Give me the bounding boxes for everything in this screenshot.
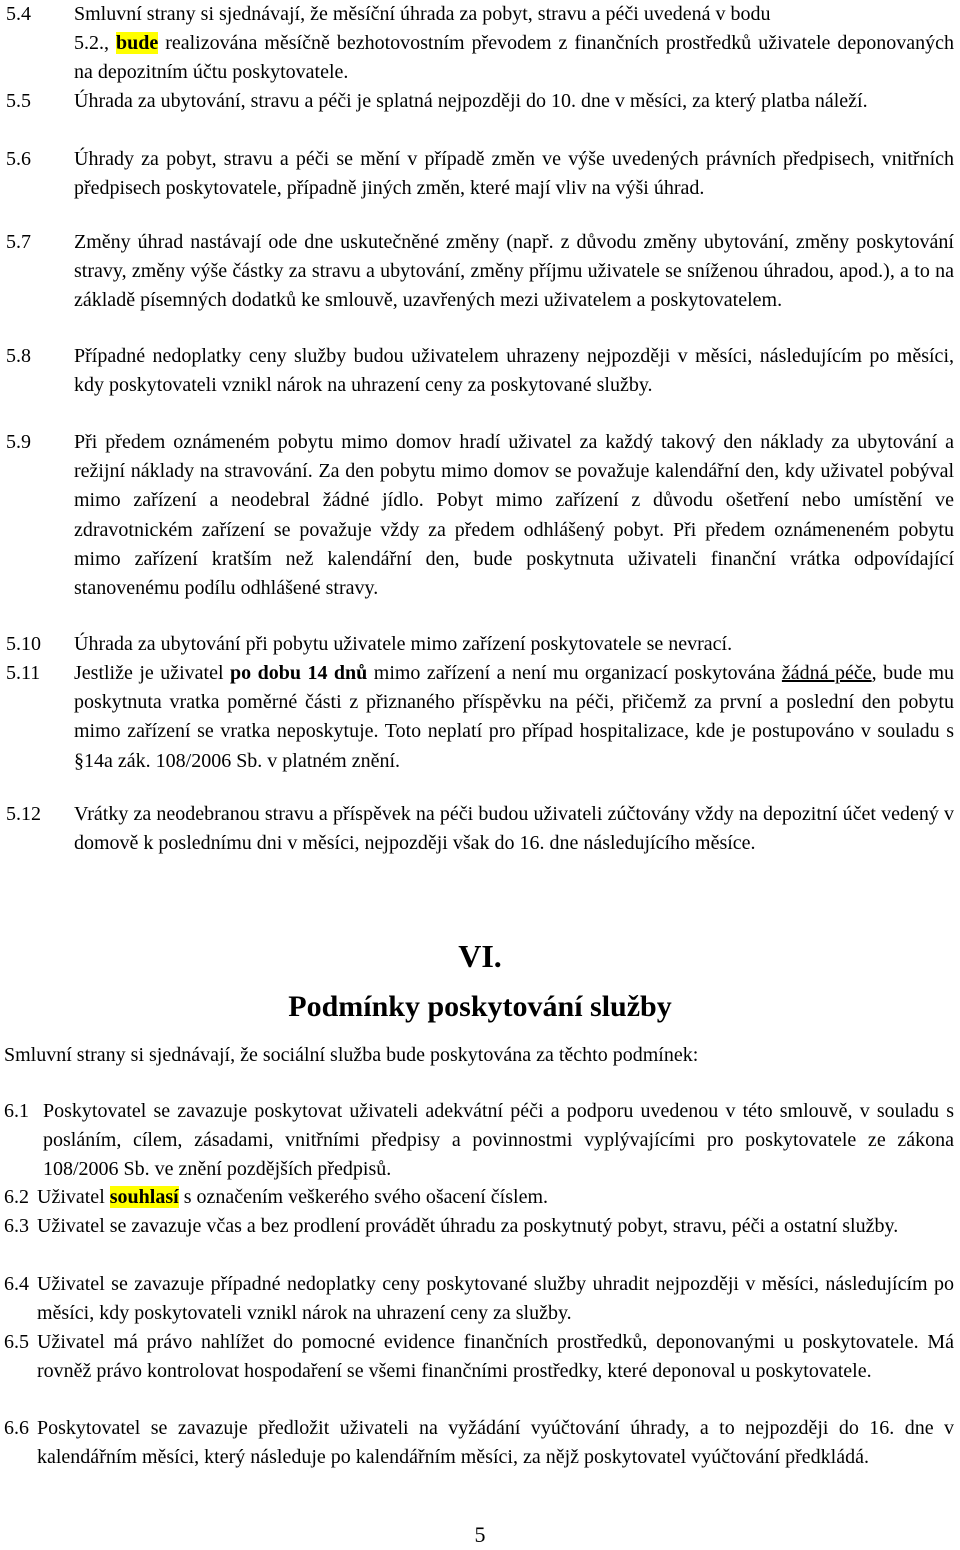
- clause-6-3: [0, 1212, 954, 1241]
- clause-text: Případné nedoplatky ceny služby budou uživatelem uhrazeny nejpozději v měsíci, následujícím po měsíci, kdy poskytovateli vznikl nárok na uhrazení ceny za poskytované služby.: [74, 345, 954, 397]
- section-title: Podmínky poskytování služby: [288, 990, 672, 1023]
- clause-6-4: [0, 1270, 954, 1328]
- clause-number: 5.6: [6, 148, 31, 170]
- clause-text: Změny úhrad nastávají ode dne uskutečněné změny (např. z důvodu změny ubytování, změny poskytování stravy, změny výše částky za stravu a ubytování, změny příjmu uživatele se sníženou úhradou, apod.), a to na základě písemných dodatků ke smlouvě, uzavřených mezi uživatelem a poskytovatelem.: [74, 231, 954, 312]
- clause-text: [37, 1183, 954, 1212]
- bold-phrase: po dobu 14 dnů: [230, 662, 368, 684]
- clause-text: Úhrada za ubytování, stravu a péči je splatná nejpozději do 10. dne v měsíci, za který platba náleží.: [74, 90, 868, 112]
- clause-text: [74, 0, 954, 88]
- section-intro: Smluvní strany si sjednávají, že sociální služba bude poskytována za těchto podmínek:: [4, 1044, 699, 1066]
- clause-text-part: realizována měsíčně bezhotovostním převodem z finančních prostředků uživatele deponovaných na depozitním účtu poskytovatele.: [74, 32, 955, 84]
- clause-text: Poskytovatel se zavazuje poskytovat uživateli adekvátní péči a podporu uvedenou v této smlouvě, v souladu s posláním, cílem, zásadami, vnitřními předpisy a povinnostmi vyplývajícími pro poskytovatele ze zákona 108/2006 Sb. ve znění pozdějších předpisů.: [43, 1100, 954, 1181]
- clause-number: 5.11: [6, 662, 41, 684]
- clause-text: Úhrada za ubytování při pobytu uživatele mimo zařízení poskytovatele se nevrací.: [74, 633, 733, 655]
- clause-6-1: [0, 1097, 954, 1185]
- clause-5-8: [0, 342, 954, 400]
- clause-text: Uživatel se zavazuje včas a bez prodlení provádět úhradu za poskytnutý pobyt, stravu, péči a ostatní služby.: [37, 1215, 899, 1237]
- underlined-phrase: žádná péče: [781, 662, 872, 684]
- highlighted-word: souhlasí: [109, 1186, 179, 1208]
- clause-number: 5.8: [6, 345, 31, 367]
- clause-text-part: Jestliže je uživatel: [74, 662, 231, 684]
- clause-number: 6.1: [4, 1100, 29, 1122]
- clause-number: 6.3: [4, 1215, 29, 1237]
- clause-text-part: s označením veškerého svého ošacení číslem.: [178, 1186, 549, 1208]
- clause-text: Poskytovatel se zavazuje předložit uživateli na vyžádání vyúčtování úhrady, a to nejpozději do 16. dne v kalendářním měsíci, který následuje po kalendářním měsíci, za nějž poskytovatel vyúčtování předkládá.: [37, 1417, 954, 1469]
- clause-text-part: , bude mu poskytnuta vratka poměrné části z přiznaného příspěvku na péči, přičemž za první a poslední den pobytu mimo zařízení se vratka neposkytuje. Toto neplatí pro případ hospitalizace, kde je postupováno v souladu s §14a zák. 108/2006 Sb. v platném znění.: [74, 662, 954, 772]
- clause-text: Uživatel má právo nahlížet do pomocné evidence finančních prostředků, deponovanými u poskytovatele. Má rovněž právo kontrolovat hospodaření se všemi finančními prostředky, které deponoval u poskytovatele.: [37, 1331, 954, 1383]
- clause-5-7: [0, 228, 954, 316]
- clause-number: 6.2: [4, 1186, 29, 1208]
- clause-number: 5.9: [6, 431, 31, 453]
- clause-text-line1: Smluvní strany si sjednávají, že měsíční úhrada za pobyt, stravu a péči uvedená v bodu: [74, 3, 771, 25]
- clause-text: [74, 659, 954, 776]
- section-number: VI.: [458, 938, 502, 974]
- clause-number: 5.4: [6, 3, 31, 25]
- clause-6-6: [0, 1414, 954, 1472]
- clause-text: Při předem oznámeném pobytu mimo domov hradí uživatel za každý takový den náklady za ubytování a režijní náklady na stravování. Za den pobytu mimo domov se považuje kalendářní den, kdy uživatel pobýval mimo zařízení a neodebral žádné jídlo. Pobyt mimo zařízení z důvodu ošetření nebo umístění ve zdravotnickém zařízení se považuje vždy za předem odhlášený pobyt. Při předem oznámeneném pobytu mimo zařízení kratším než kalendářní den, bude poskytnuta uživateli finanční vrátka odpovídající stanovenému podílu odhlášené stravy.: [74, 431, 954, 600]
- clause-number: 6.5: [4, 1331, 29, 1353]
- clause-5-5: [0, 87, 954, 116]
- clause-5-11: [0, 659, 954, 776]
- clause-number: 5.5: [6, 90, 31, 112]
- clause-number: 6.4: [4, 1273, 29, 1295]
- page-number: 5: [474, 1522, 486, 1547]
- clause-number: 6.6: [4, 1417, 29, 1439]
- clause-6-5: [0, 1328, 954, 1386]
- clause-5-10: [0, 630, 954, 659]
- clause-5-6: [0, 145, 954, 203]
- clause-text-part: Uživatel: [37, 1186, 110, 1208]
- clause-text: Uživatel se zavazuje případné nedoplatky ceny poskytované služby uhradit nejpozději v měsíci, následujícím po měsíci, kdy poskytovateli vznikl nárok na uhrazení ceny za služby.: [37, 1273, 954, 1325]
- clause-5-9: [0, 428, 954, 603]
- clause-number: 5.7: [6, 231, 31, 253]
- clause-6-2: [0, 1183, 954, 1212]
- clause-text: Vrátky za neodebranou stravu a příspěvek na péči budou uživateli zúčtovány vždy na depozitní účet vedený v domově k poslednímu dni v měsíci, nejpozději však do 16. dne následujícího měsíce.: [74, 803, 954, 855]
- clause-text-part: 5.2.,: [74, 32, 116, 55]
- clause-5-4: [0, 0, 954, 88]
- clause-number: 5.10: [6, 633, 41, 655]
- highlighted-word: bude: [115, 32, 159, 55]
- clause-text-part: mimo zařízení a není mu organizací poskytována: [367, 662, 782, 684]
- clause-number: 5.12: [6, 803, 41, 825]
- clause-5-12: [0, 800, 954, 858]
- clause-text: Úhrady za pobyt, stravu a péči se mění v případě změn ve výše uvedených právních předpisech, vnitřních předpisech poskytovatele, případně jiných změn, které mají vliv na výši úhrad.: [74, 148, 954, 200]
